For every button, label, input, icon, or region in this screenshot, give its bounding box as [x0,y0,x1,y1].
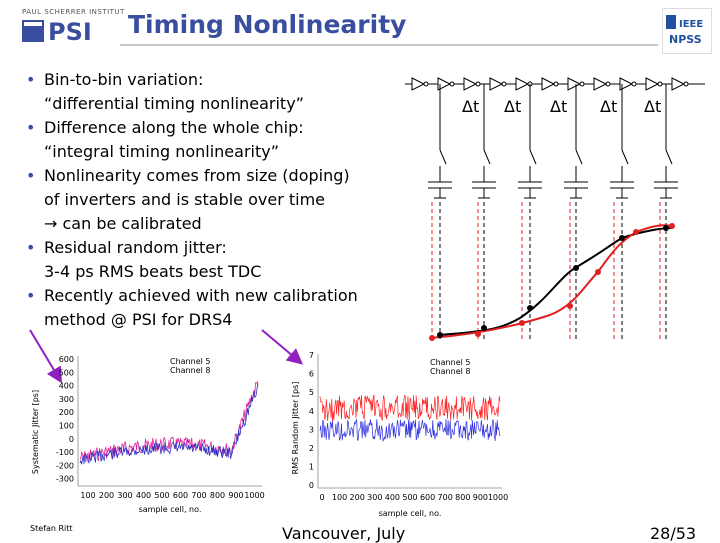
psi-logo-text: PAUL SCHERRER INSTITUT [22,8,125,16]
x-tick-label: 300 [367,493,383,502]
bullet-line: “differential timing nonlinearity” [44,94,304,113]
bullet-line: 3-4 ps RMS beats best TDC [44,262,262,281]
y-tick-label: 0 [68,434,74,444]
bullet-line: method @ PSI for DRS4 [44,310,233,329]
x-tick-label: 700 [437,493,453,502]
bullet-line: of inverters and is stable over time [44,190,326,209]
x-tick-label: 700 [191,491,207,500]
dt-label: Δt [644,97,662,116]
y-tick-labels [309,351,314,490]
x-tick-label: 500 [402,493,418,502]
x-tick-labels [80,491,264,500]
bullet-line: “integral timing nonlinearity” [44,142,279,161]
y-tick-label: 6 [308,369,314,379]
x-tick-label: 800 [455,493,471,502]
x-tick-label: 200 [349,493,365,502]
x-tick-label: 200 [98,491,115,500]
page-number: 28/53 [650,524,697,543]
dt-label: Δt [550,97,568,116]
x-tick-label: 400 [384,493,401,502]
footer-author: Stefan Ritt [30,524,73,533]
legend-entry: Channel 5 [430,358,471,367]
x-tick-label: 1000 [244,491,265,500]
legend-entry: Channel 8 [170,366,211,375]
x-tick-label: 0 [319,493,325,502]
legend-entry: Channel 8 [430,367,471,376]
psi-logo-letters: PSI [48,18,92,46]
x-tick-label: 1000 [487,493,509,502]
x-tick-label: 100 [80,491,96,500]
bullet-line: • Residual random jitter: [44,238,227,257]
x-tick-label: 600 [172,491,189,500]
bullet-line: → can be calibrated [44,214,202,233]
systematic-jitter-plot [30,350,270,515]
dt-label: Δt [504,97,522,116]
x-tick-label: 800 [209,491,226,500]
footer-location: Vancouver, July [282,524,406,543]
series-channel-8 [320,419,500,441]
x-tick-label: 900 [228,491,244,500]
series-channel-5 [320,395,500,421]
x-axis-label: sample cell, no. [378,509,442,518]
bullet-line: • Nonlinearity comes from size (doping) [44,166,350,185]
y-tick-label: 500 [58,368,74,378]
y-tick-label: 5 [308,388,314,398]
ieee-logo-line2: NPSS [669,33,702,46]
y-tick-labels [56,355,74,484]
y-axis-label: RMS Random Jitter [ps] [291,381,300,475]
x-tick-label: 600 [419,493,436,502]
y-axis-label: Systematic Jitter [ps] [31,389,40,475]
y-tick-label: 7 [308,351,314,360]
y-tick-label: 1 [308,462,314,472]
y-tick-label: 4 [308,406,314,416]
bullet-line: • Bin-to-bin variation: [44,70,204,89]
bullet-line: • Difference along the whole chip: [44,118,304,137]
dt-label: Δt [462,97,480,116]
y-tick-label: 400 [58,381,74,391]
x-tick-label: 400 [135,491,152,500]
y-tick-label: 300 [58,394,74,404]
x-tick-label: 100 [331,493,348,502]
page-title: Timing Nonlinearity [128,10,407,39]
ieee-logo-line1: IEEE [679,19,704,30]
y-tick-label: 100 [58,421,74,431]
y-tick-label: 2 [308,444,314,453]
x-tick-label: 900 [472,493,489,502]
y-tick-label: -200 [55,461,74,471]
bullet-line: • Recently achieved with new calibration [44,286,358,305]
legend-entry: Channel 5 [170,357,211,366]
y-tick-label: -300 [55,474,74,484]
dt-label: Δt [600,97,618,116]
rms-jitter-plot [290,348,510,520]
x-tick-labels [319,493,508,502]
x-tick-label: 300 [117,491,133,500]
x-tick-label: 500 [154,491,170,500]
x-axis-label: sample cell, no. [138,505,202,514]
y-tick-label: -100 [55,448,74,458]
y-tick-label: 3 [308,425,314,435]
y-tick-label: 600 [58,355,74,364]
y-tick-label: 0 [308,481,314,491]
y-tick-label: 200 [58,408,74,418]
series-channel-5 [80,382,258,462]
